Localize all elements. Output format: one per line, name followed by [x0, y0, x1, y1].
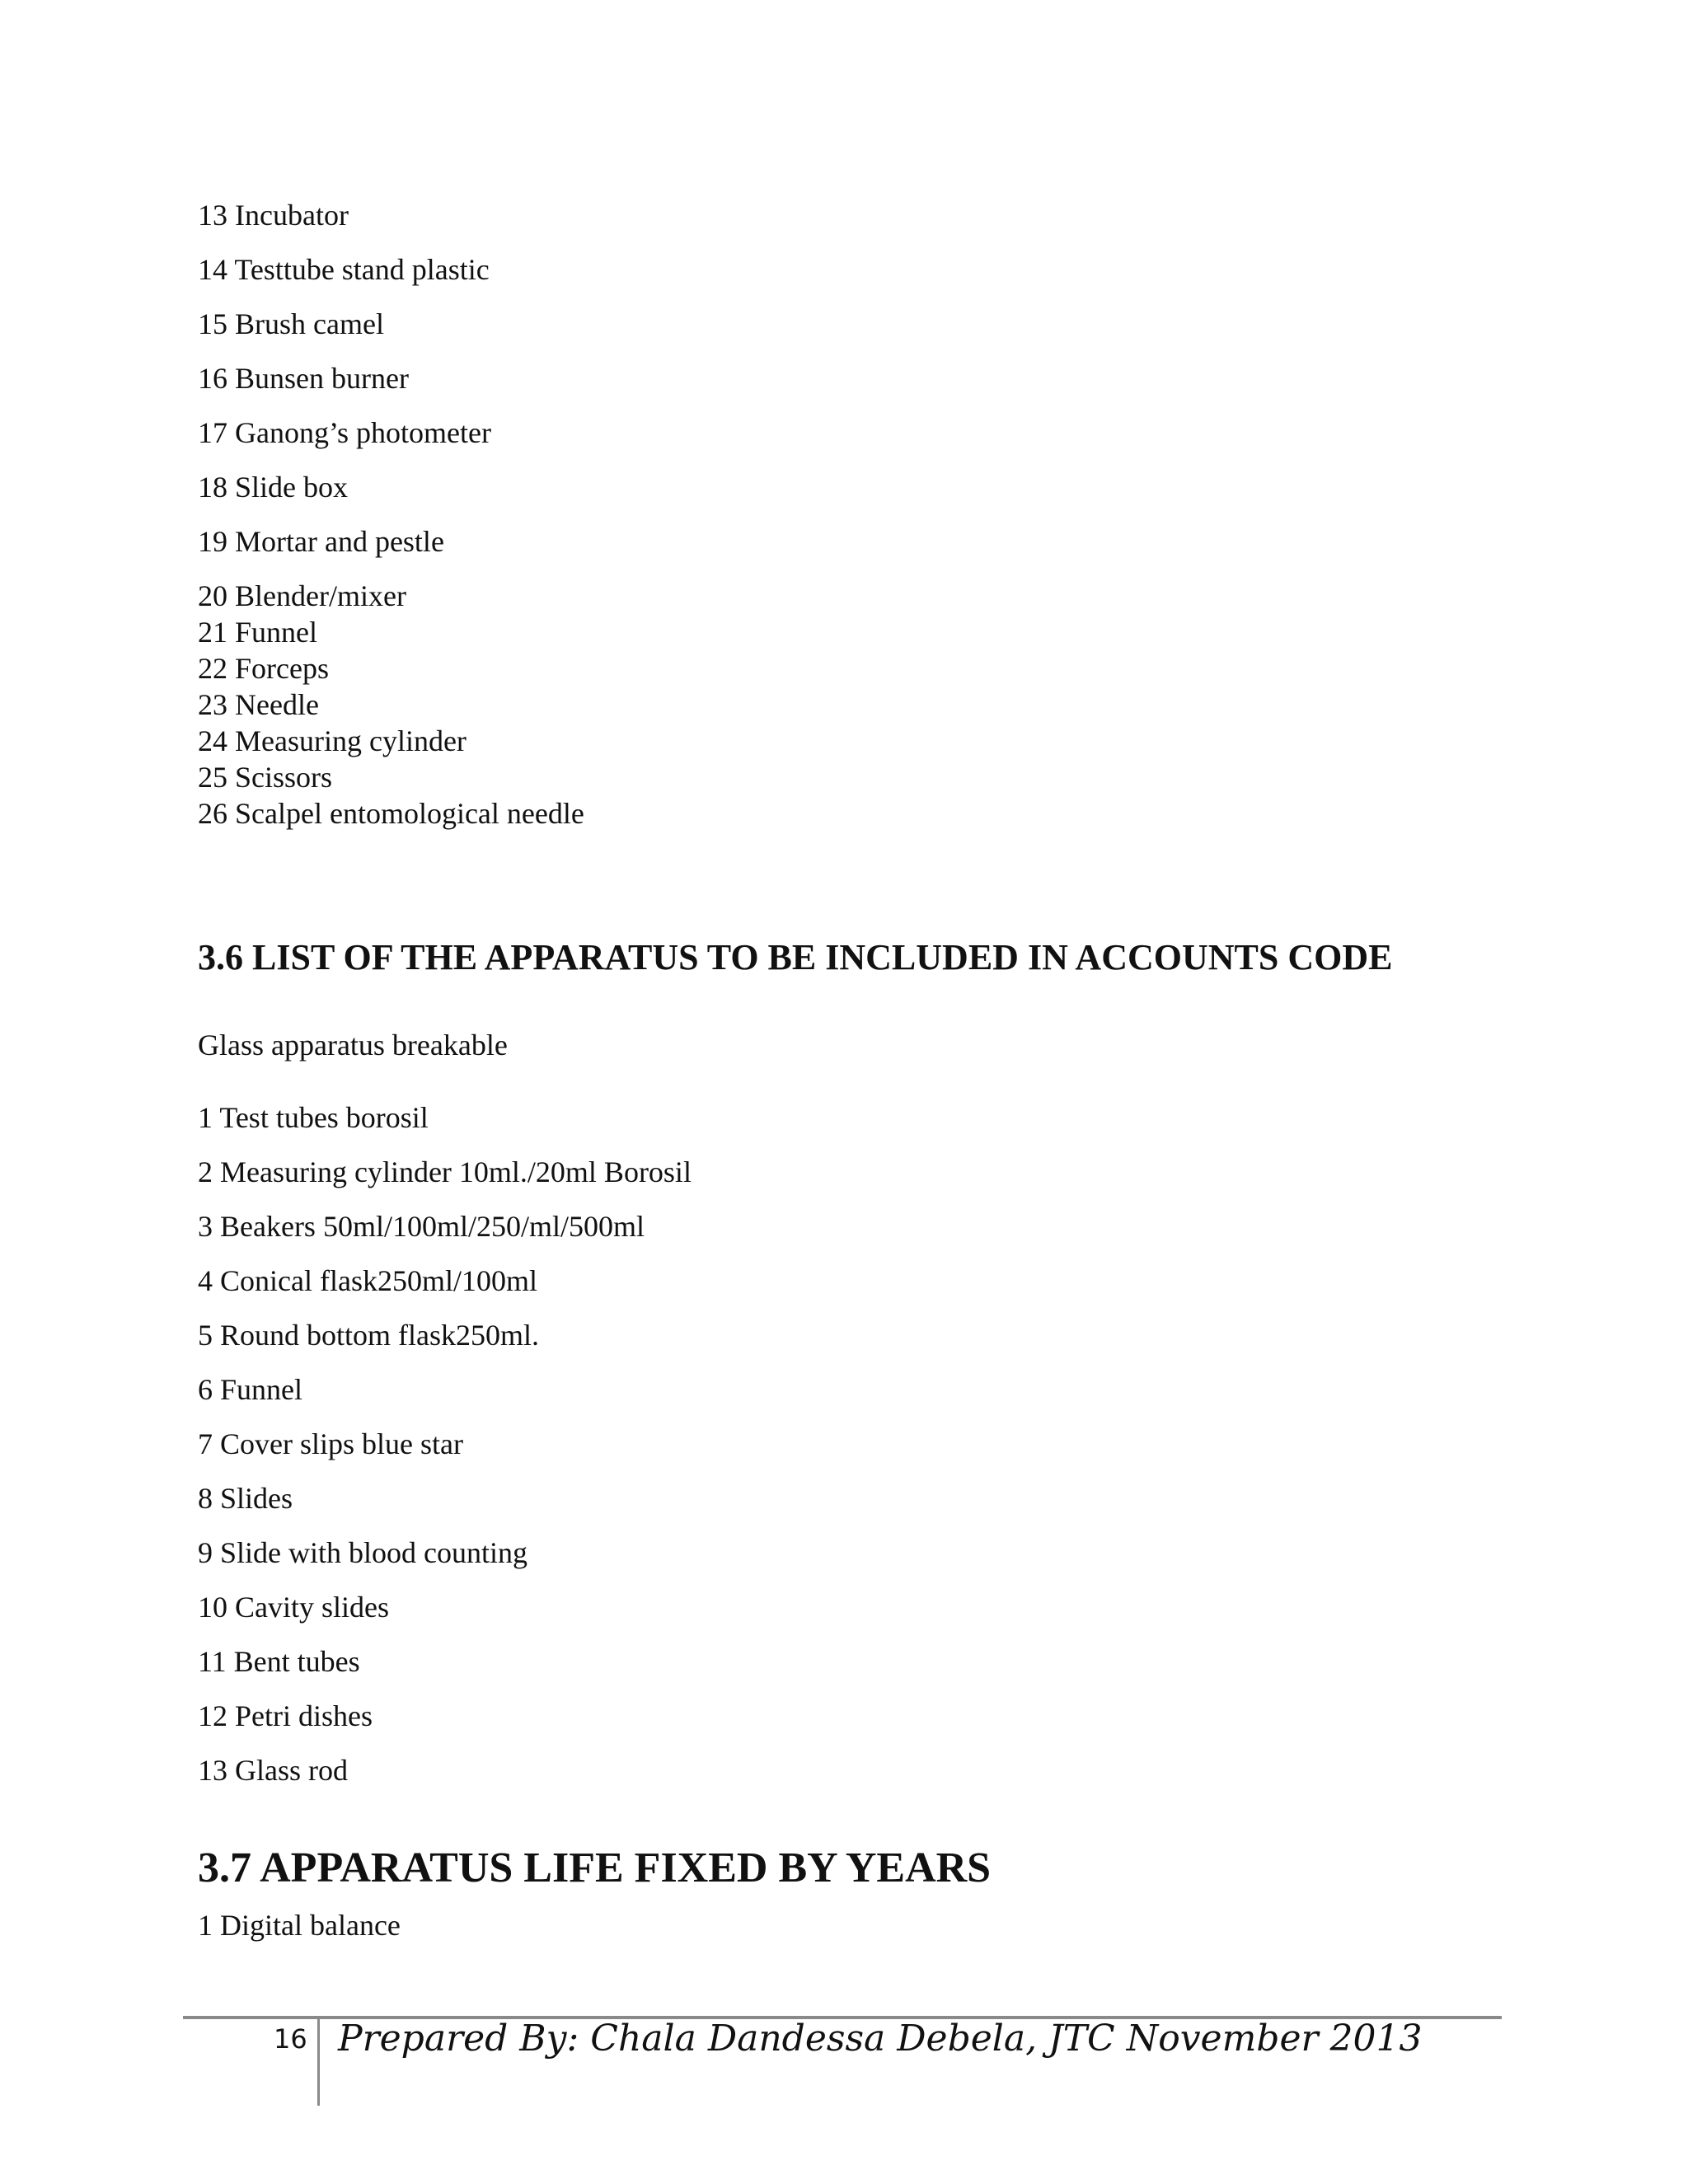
list-item: 19 Mortar and pestle	[198, 525, 444, 558]
page-number: 16	[274, 2023, 307, 2055]
list-item: 2 Measuring cylinder 10ml./20ml Borosil	[198, 1155, 692, 1188]
list-item: 10 Cavity slides	[198, 1591, 389, 1624]
list-item: 17 Ganong’s photometer	[198, 416, 491, 449]
list-item: 13 Glass rod	[198, 1754, 348, 1787]
list-item: 5 Round bottom flask250ml.	[198, 1319, 539, 1352]
list-item: 15 Brush camel	[198, 307, 384, 340]
list-item: 7 Cover slips blue star	[198, 1427, 463, 1460]
list-item: 23 Needle	[198, 688, 319, 721]
list-item: 4 Conical flask250ml/100ml	[198, 1264, 537, 1297]
list-item: 25 Scissors	[198, 761, 333, 794]
list-item: 24 Measuring cylinder	[198, 724, 467, 757]
list-item: 8 Slides	[198, 1482, 293, 1515]
list-item: 14 Testtube stand plastic	[198, 253, 490, 286]
list-item: 12 Petri dishes	[198, 1699, 373, 1732]
list-item: 1 Test tubes borosil	[198, 1101, 429, 1134]
list-item: 9 Slide with blood counting	[198, 1536, 528, 1569]
list-item: 26 Scalpel entomological needle	[198, 797, 584, 830]
list-item: 3 Beakers 50ml/100ml/250/ml/500ml	[198, 1210, 645, 1243]
list-item: 16 Bunsen burner	[198, 362, 409, 395]
list-item: 20 Blender/mixer	[198, 579, 406, 612]
list-item: 13 Incubator	[198, 199, 349, 232]
section-3-6-subheading: Glass apparatus breakable	[198, 1029, 508, 1062]
list-item: 21 Funnel	[198, 616, 318, 649]
footer-divider	[317, 2019, 320, 2106]
footer-credit: Prepared By: Chala Dandessa Debela, JTC November 2013	[338, 2018, 1423, 2060]
list-item: 6 Funnel	[198, 1373, 303, 1406]
section-3-6-heading: 3.6 LIST OF THE APPARATUS TO BE INCLUDED IN ACCOUNTS CODE	[198, 937, 1393, 977]
section-3-7-heading: 3.7 APPARATUS LIFE FIXED BY YEARS	[198, 1844, 992, 1891]
list-item: 22 Forceps	[198, 652, 329, 685]
list-item: 11 Bent tubes	[198, 1645, 360, 1678]
list-item: 18 Slide box	[198, 471, 349, 504]
list-item: 1 Digital balance	[198, 1909, 401, 1942]
